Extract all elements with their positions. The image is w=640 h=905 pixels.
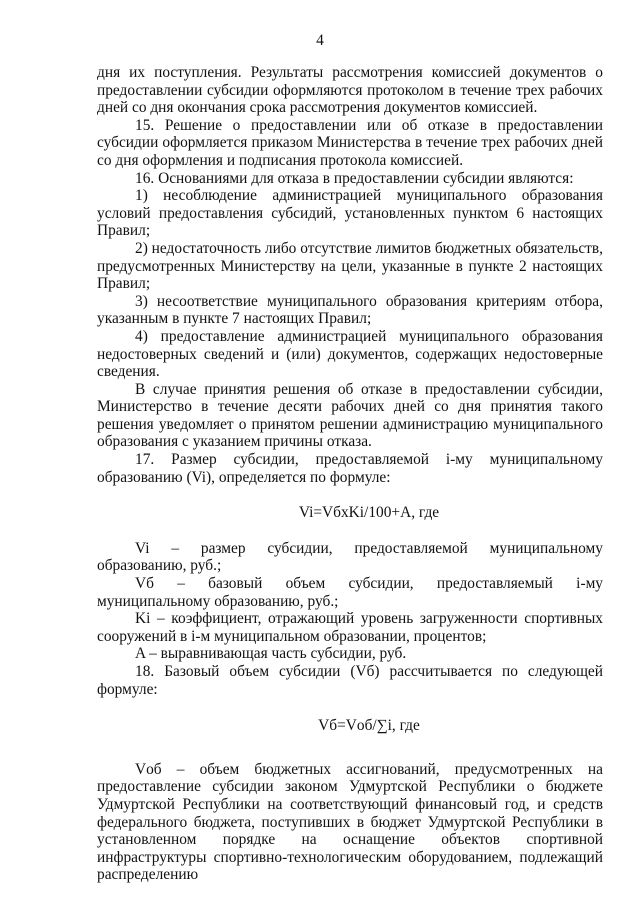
- paragraph-results-protocol: дня их поступления. Результаты рассмотрения комиссией документов о предоставлении субсидии оформляются протоколом в течение трех рабочих дней со дня окончания срока рассмотрения документов комиссией.: [97, 64, 603, 117]
- refusal-ground-3: 3) несоответствие муниципального образования критериям отбора, указанным в пункте 7 настоящих Правил;: [97, 292, 603, 328]
- definition-vb: Vб – базовый объем субсидии, предоставляемый i-му муниципальному образованию, руб.;: [97, 575, 603, 610]
- paragraph-16: 16. Основаниями для отказа в предоставлении субсидии являются:: [135, 169, 574, 187]
- definition-vi: Vi – размер субсидии, предоставляемой муниципальному образованию, руб.;: [97, 539, 603, 575]
- paragraph-15: 15. Решение о предоставлении или об отказе в предоставлении субсидии оформляется приказом Министерства в течение трех рабочих дней со дня оформления и подписания протокола комиссией.: [97, 116, 603, 169]
- refusal-ground-2: 2) недостаточность либо отсутствие лимитов бюджетных обязательств, предусмотренных Министерству на цели, указанные в пункте 2 настоящих Правил;: [97, 239, 603, 293]
- definition-a: A – выравнивающая часть субсидии, руб.: [135, 645, 407, 663]
- paragraph-18: 18. Базовый объем субсидии (Vб) рассчитывается по следующей формуле:: [97, 663, 603, 698]
- refusal-ground-1: 1) несоблюдение администрацией муниципального образования условий предоставления субсидий, установленных пунктом 6 настоящих Правил;: [97, 187, 603, 240]
- definition-vob: Vоб – объем бюджетных ассигнований, предусмотренных на предоставление субсидии законом Удмуртской Республики о бюджете Удмуртской Республики на соответствующий финансовый год, и средств федерального бюджета, поступивших в бюджет Удмуртской Республики в установленном порядке на оснащение объектов спортивной инфраструктуры спортивно-технологическим оборудованием, подлежащий распределению: [97, 760, 603, 884]
- formula-base-volume: Vб=Vоб/∑i, где: [318, 717, 420, 735]
- paragraph-refusal-notice: В случае принятия решения об отказе в предоставлении субсидии, Министерство в течение десяти рабочих дней со дня принятия такого решения уведомляет о принятом решении администрацию муниципального образования с указанием причины отказа.: [97, 380, 603, 451]
- document-body: [97, 64, 603, 884]
- paragraph-17: 17. Размер субсидии, предоставляемой i-му муниципальному образованию (Vi), определяется по формуле:: [97, 451, 603, 486]
- formula-subsidy-size: Vi=VбxKi/100+A, где: [298, 504, 440, 522]
- page-number: 4: [316, 32, 324, 49]
- refusal-ground-4: 4) предоставление администрацией муниципального образования недостоверных сведений и (или) документов, содержащих недостоверные сведения.: [97, 327, 603, 381]
- definition-ki: Ki – коэффициент, отражающий уровень загруженности спортивных сооружений в i-м муниципальном образовании, процентов;: [97, 610, 603, 645]
